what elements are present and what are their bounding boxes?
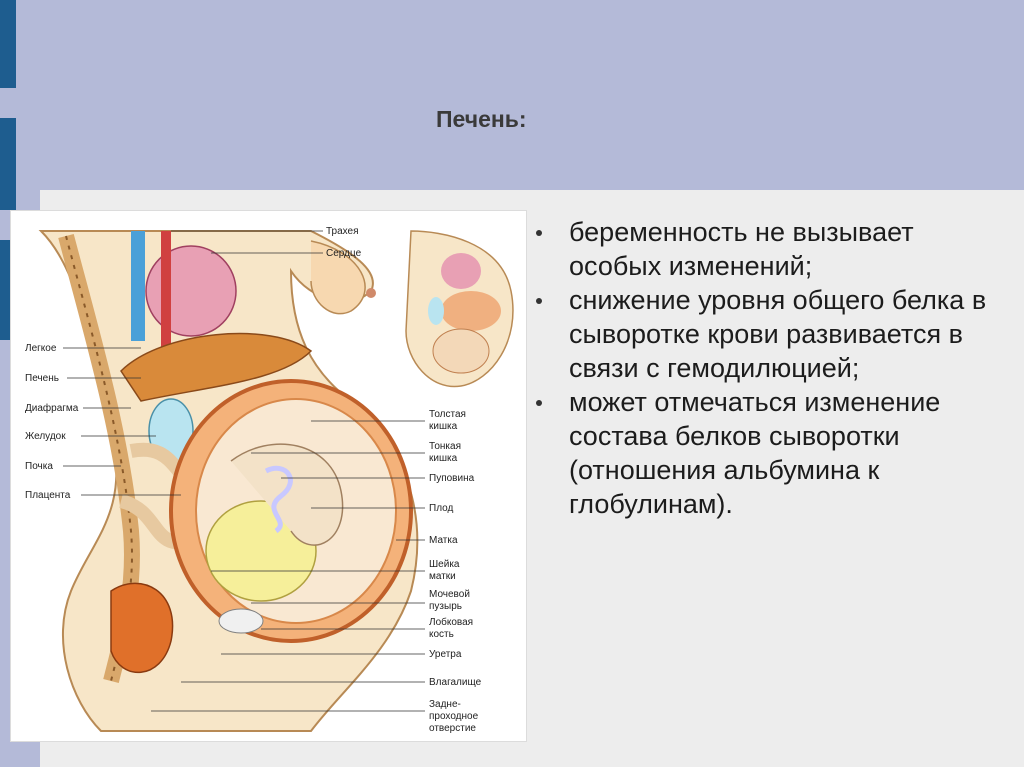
label-colon-1: Толстая — [429, 409, 466, 420]
label-fetus: Плод — [429, 503, 454, 514]
label-uterus: Матка — [429, 535, 458, 546]
label-placenta: Плацента — [25, 490, 71, 501]
bullet-icon — [536, 400, 542, 406]
slide-title: Печень: — [436, 106, 527, 132]
list-item — [533, 283, 1003, 385]
label-pubic-bone-2: кость — [429, 629, 454, 640]
bullet-icon — [536, 298, 542, 304]
label-anus-2: проходное — [429, 711, 479, 722]
bullet-text: беременность не вызывает особых изменений; — [569, 217, 914, 281]
label-small-intestine-1: Тонкая — [429, 441, 461, 452]
label-umbilical-cord: Пуповина — [429, 473, 475, 484]
label-liver: Печень — [25, 373, 59, 384]
inset-figure — [406, 231, 513, 387]
label-kidney: Почка — [25, 461, 53, 472]
label-cervix-2: матки — [429, 571, 456, 582]
slide-header — [0, 0, 1024, 190]
label-cervix-1: Шейка — [429, 559, 460, 570]
accent-bar-2 — [0, 118, 16, 210]
accent-bar-1 — [0, 0, 16, 88]
label-diaphragm: Диафрагма — [25, 403, 79, 414]
pregnancy-anatomy-drawing — [11, 211, 526, 741]
label-urethra: Уретра — [429, 649, 462, 660]
bullet-icon — [536, 230, 542, 236]
list-item — [533, 215, 1003, 283]
label-anus-3: отверстие — [429, 723, 476, 734]
bullet-list — [533, 215, 1003, 521]
anatomy-illustration — [10, 210, 527, 742]
label-trachea: Трахея — [326, 226, 359, 237]
label-stomach: Желудок — [25, 431, 66, 442]
label-pubic-bone-1: Лобковая — [429, 617, 474, 628]
label-small-intestine-2: кишка — [429, 453, 458, 464]
bullet-text: может отмечаться изменение состава белков сыворотки (отношения альбумина к глобулинам). — [569, 387, 941, 519]
label-lung: Легкое — [25, 343, 57, 354]
label-anus-1: Задне- — [429, 699, 461, 710]
label-colon-2: кишка — [429, 421, 458, 432]
label-bladder-2: пузырь — [429, 601, 462, 612]
label-vagina: Влагалище — [429, 677, 482, 688]
label-bladder-1: Мочевой — [429, 589, 470, 600]
bullet-text: снижение уровня общего белка в сыворотке крови развивается в связи с гемодилюцией; — [569, 285, 987, 383]
label-heart: Сердце — [326, 248, 362, 259]
list-item — [533, 385, 1003, 521]
